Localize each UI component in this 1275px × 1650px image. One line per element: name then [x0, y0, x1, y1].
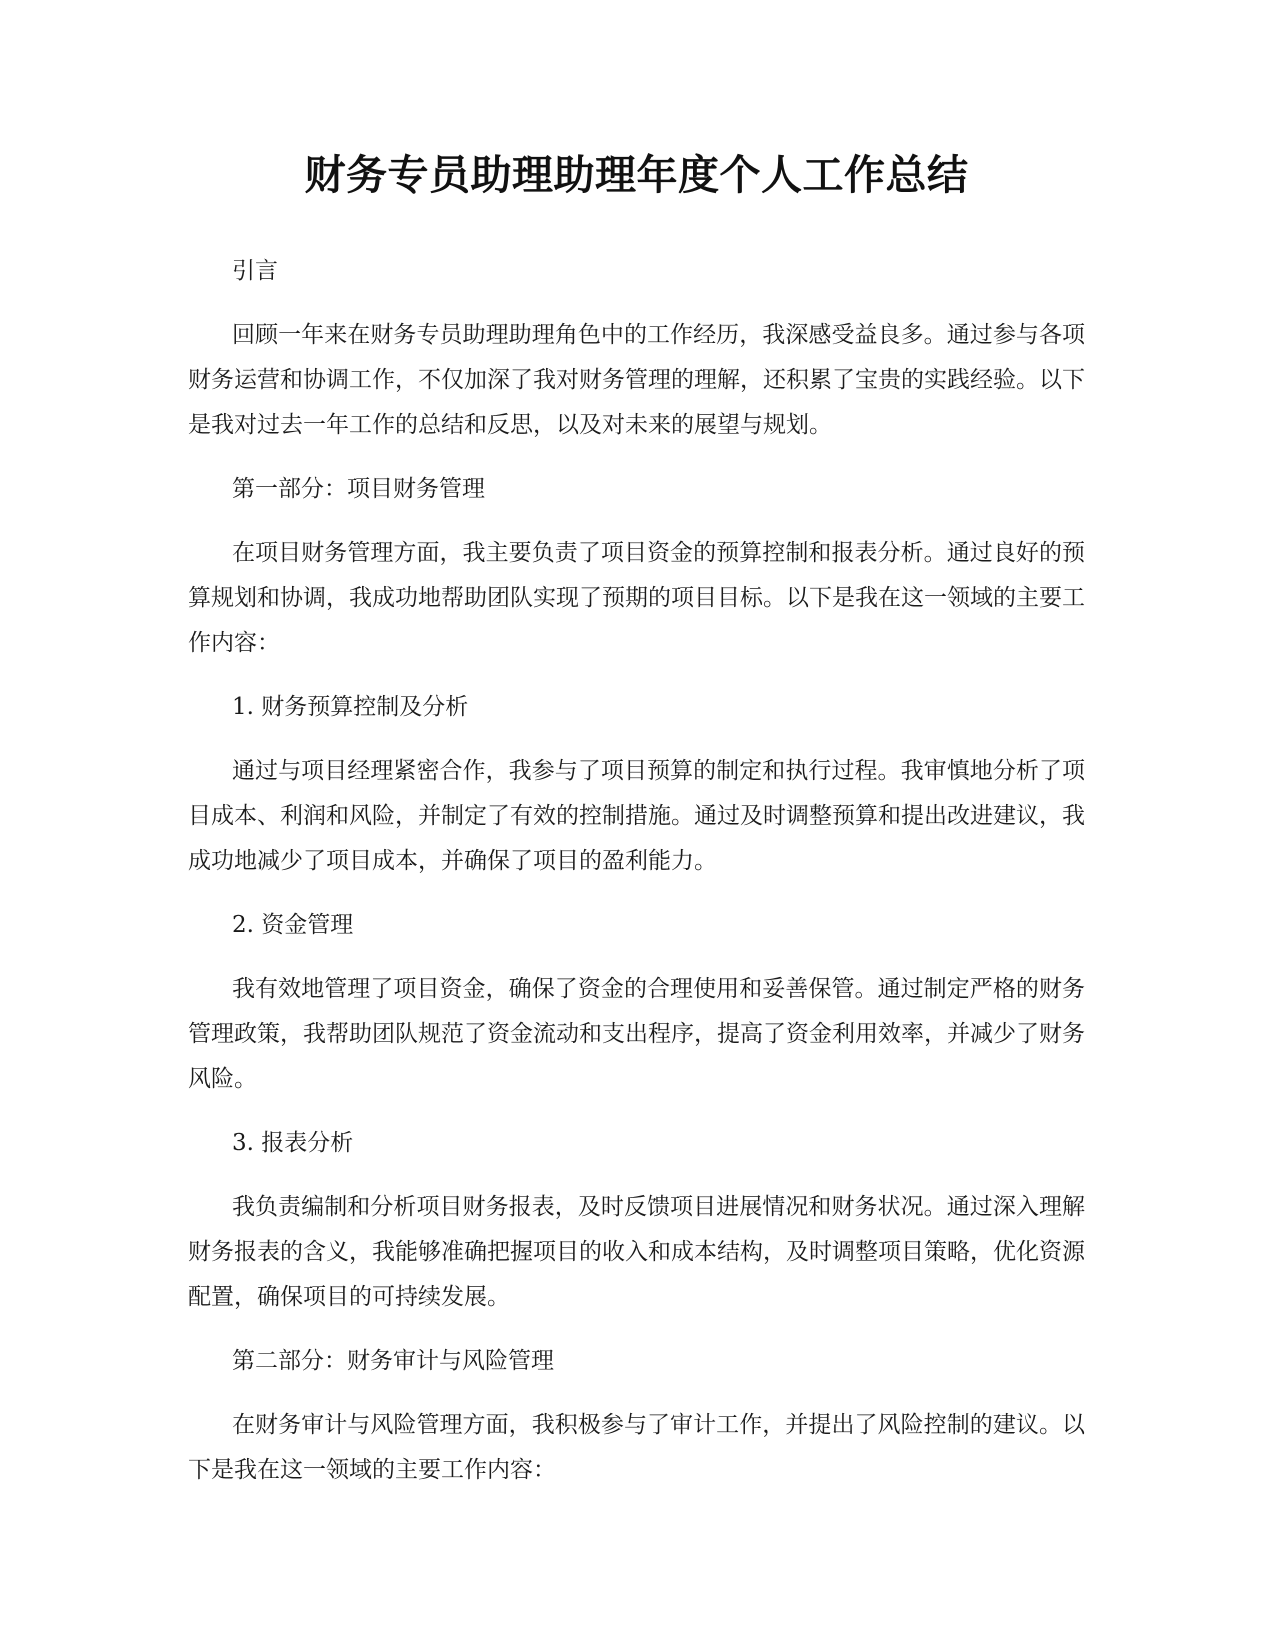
document-title: 财务专员助理助理年度个人工作总结 [304, 151, 969, 199]
paragraph-part-two-overview: 在财务审计与风险管理方面，我积极参与了审计工作，并提出了风险控制的建议。以下是我在这一领域的主要工作内容： [188, 1412, 1085, 1483]
paragraph-intro: 回顾一年来在财务专员助理助理角色中的工作经历，我深感受益良多。通过参与各项财务运营和协调工作，不仅加深了我对财务管理的理解，还积累了宝贵的实践经验。以下是我对过去一年工作的总结和反思，以及对未来的展望与规划。 [188, 322, 1085, 438]
subheading-report-analysis: 3. 报表分析 [232, 1130, 354, 1156]
section-heading-part-one: 第一部分：项目财务管理 [232, 476, 485, 502]
paragraph-fund-management: 我有效地管理了项目资金，确保了资金的合理使用和妥善保管。通过制定严格的财务管理政策，我帮助团队规范了资金流动和支出程序，提高了资金利用效率，并减少了财务风险。 [188, 976, 1085, 1092]
subheading-fund-management: 2. 资金管理 [232, 912, 354, 938]
section-heading-part-two: 第二部分：财务审计与风险管理 [232, 1348, 554, 1374]
paragraph-budget-control: 通过与项目经理紧密合作，我参与了项目预算的制定和执行过程。我审慎地分析了项目成本、利润和风险，并制定了有效的控制措施。通过及时调整预算和提出改进建议，我成功地减少了项目成本，并确保了项目的盈利能力。 [188, 758, 1085, 874]
paragraph-part-one-overview: 在项目财务管理方面，我主要负责了项目资金的预算控制和报表分析。通过良好的预算规划和协调，我成功地帮助团队实现了预期的项目目标。以下是我在这一领域的主要工作内容： [188, 540, 1085, 656]
paragraph-report-analysis: 我负责编制和分析项目财务报表，及时反馈项目进展情况和财务状况。通过深入理解财务报表的含义，我能够准确把握项目的收入和成本结构，及时调整项目策略，优化资源配置，确保项目的可持续发展。 [188, 1194, 1085, 1310]
subheading-budget-control: 1. 财务预算控制及分析 [232, 694, 469, 720]
section-heading-intro: 引言 [232, 258, 278, 284]
